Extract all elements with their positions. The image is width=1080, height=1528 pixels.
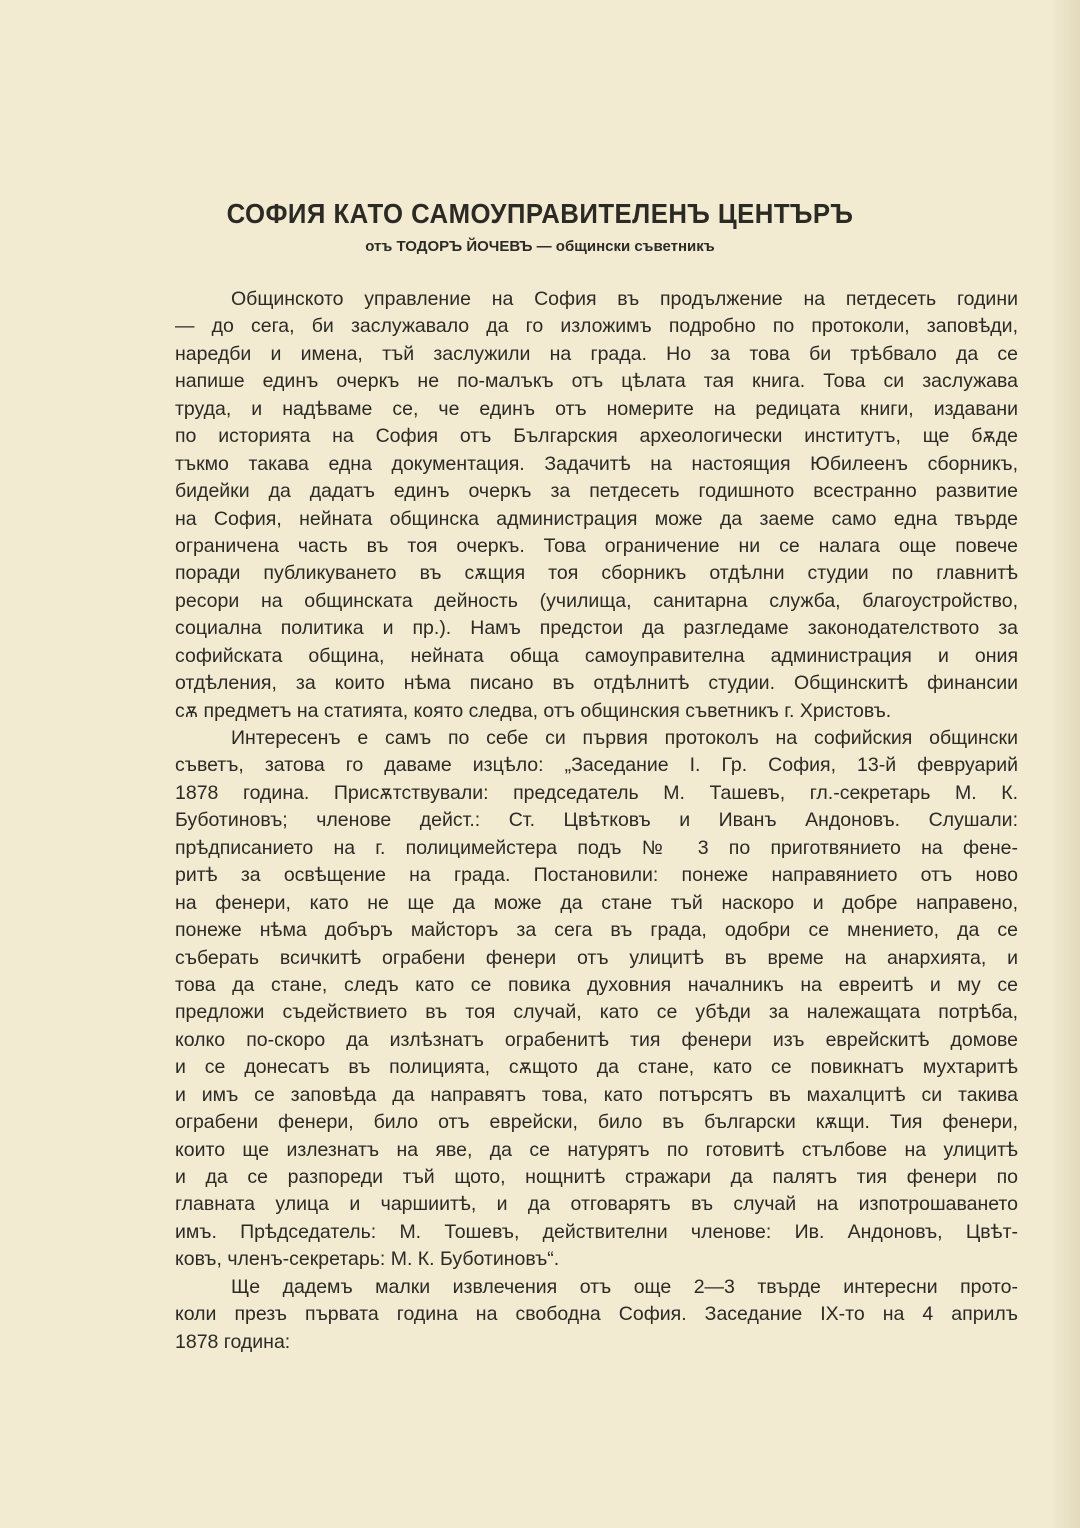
text-line: 1878 година: (175, 1330, 291, 1353)
text-line: поради публикуването въ сѫщия тоя сборникъ отдѣлни студии по главнитѣ (175, 562, 1018, 585)
article-byline: отъ ТОДОРЪ ЙОЧЕВЪ — общински съветникъ (365, 238, 715, 255)
text-line: по историята на София отъ Българския археологически институтъ, ще бѫде (175, 425, 1018, 448)
text-line: Ще дадемъ малки извлечения отъ още 2—3 твърде интересни прото- (231, 1275, 1018, 1298)
text-line: на фенери, като не ще да може да стане тъй наскоро и добре направено, (175, 891, 1018, 914)
text-line: ковъ, членъ-секретарь: М. К. Буботиновъ“. (175, 1248, 560, 1271)
article-title: СОФИЯ КАТО САМОУПРАВИТЕЛЕНЪ ЦЕНТЪРЪ (226, 198, 854, 229)
text-line: отдѣления, за които нѣма писано въ отдѣлнитѣ студии. Общинскитѣ финансии (175, 672, 1018, 695)
text-line: на София, нейната общинска администрация може да заеме само една твърде (175, 507, 1018, 530)
text-line: сѫ предметъ на статията, която следва, отъ общинския съветникъ г. Христовъ. (175, 699, 892, 722)
text-line: Буботиновъ; членове дейст.: Ст. Цвѣтковъ и Иванъ Андоновъ. Слушали: (175, 809, 1018, 832)
text-line: напише единъ очеркъ не по-малъкъ отъ цѣлата тая книга. Това си заслужава (175, 370, 1018, 393)
text-line: софийската община, нейната обща самоуправителна администрация и ония (175, 644, 1018, 667)
text-line: и се донесатъ въ полицията, сѫщото да стане, като се повикнатъ мухтаритѣ (175, 1056, 1018, 1079)
paragraph (175, 725, 1018, 1274)
text-line: — до сега, би заслужавало да го изложимъ подробно по протоколи, заповѣди, (175, 315, 1018, 338)
text-line: колко по-скоро да излѣзнатъ ограбенитѣ тия фенери изъ еврейскитѣ домове (175, 1028, 1018, 1051)
text-line: ресори на общинската дейность (училища, санитарна служба, благоустройство, (175, 589, 1018, 612)
paragraph (175, 286, 1018, 725)
text-line: социална политика и пр.). Намъ предстои да разгледаме законодателството за (175, 617, 1018, 640)
page-edge-shadow (1050, 0, 1080, 1528)
text-line: главната улица и чаршиитѣ, и да отговарятъ въ случай на изпотрошаването (175, 1193, 1018, 1216)
text-line: труда, и надѣваме се, че единъ отъ номерите на редицата книги, издавани (175, 397, 1018, 420)
text-line: тъкмо такава една документация. Задачитѣ на настоящия Юбилеенъ сборникъ, (175, 452, 1018, 475)
text-line: понеже нѣма добъръ майсторъ за сега въ града, одобри се мнението, да се (175, 919, 1018, 942)
article-body (175, 286, 1018, 1356)
text-line: които ще излезнатъ на яве, да се натурятъ по готовитѣ стълбове на улицитѣ (175, 1138, 1018, 1161)
text-line: и да се разпореди тъй щото, нощнитѣ стражари да палятъ тия фенери по (175, 1166, 1018, 1188)
text-line: предложи съдействието въ тоя случай, като се убѣди за належащата потрѣба, (175, 1001, 1018, 1024)
text-line: ограбени фенери, било отъ еврейски, било въ български кѫщи. Тия фенери, (175, 1111, 1018, 1134)
text-line: бидейки да дадатъ единъ очеркъ за петдесеть годишното всестранно развитие (175, 480, 1018, 503)
paragraph (175, 1274, 1018, 1356)
text-line: прѣдписанието на г. полицимейстера подъ № 3 по приготвянието на фене- (175, 836, 1018, 859)
text-line: наредби и имена, тъй заслужили на града. Но за това би трѣбвало да се (175, 342, 1018, 365)
text-line: това да стане, следъ като се повика духовния началникъ на евреитѣ и му се (175, 973, 1018, 996)
text-line: съберать всичкитѣ ограбени фенери отъ улицитѣ въ време на анархията, и (175, 946, 1018, 969)
text-line: 1878 година. Присѫтствували: председатель М. Ташевъ, гл.-секретарь М. К. (175, 781, 1018, 804)
text-line: ритѣ за освѣщение на града. Постановили: понеже направянието отъ ново (175, 864, 1018, 887)
text-line: коли презъ първата година на свободна София. Заседание IX-то на 4 априлъ (175, 1303, 1018, 1326)
text-line: имъ. Прѣдседатель: М. Тошевъ, действителни членове: Ив. Андоновъ, Цвѣт- (175, 1220, 1018, 1243)
text-line: Интересенъ е самъ по себе си първия протоколъ на софийския общински (231, 727, 1018, 749)
text-line: ограничена часть въ тоя очеркъ. Това ограничение ни се налага още повече (175, 534, 1018, 557)
text-line: съветъ, затова го даваме изцѣло: „Заседание I. Гр. София, 13-й февруарий (175, 754, 1018, 777)
text-line: и имъ се заповѣда да направятъ това, като потърсятъ въ махалцитѣ си такива (175, 1083, 1018, 1106)
text-line: Общинското управление на София въ продължение на петдесеть години (231, 288, 1018, 310)
